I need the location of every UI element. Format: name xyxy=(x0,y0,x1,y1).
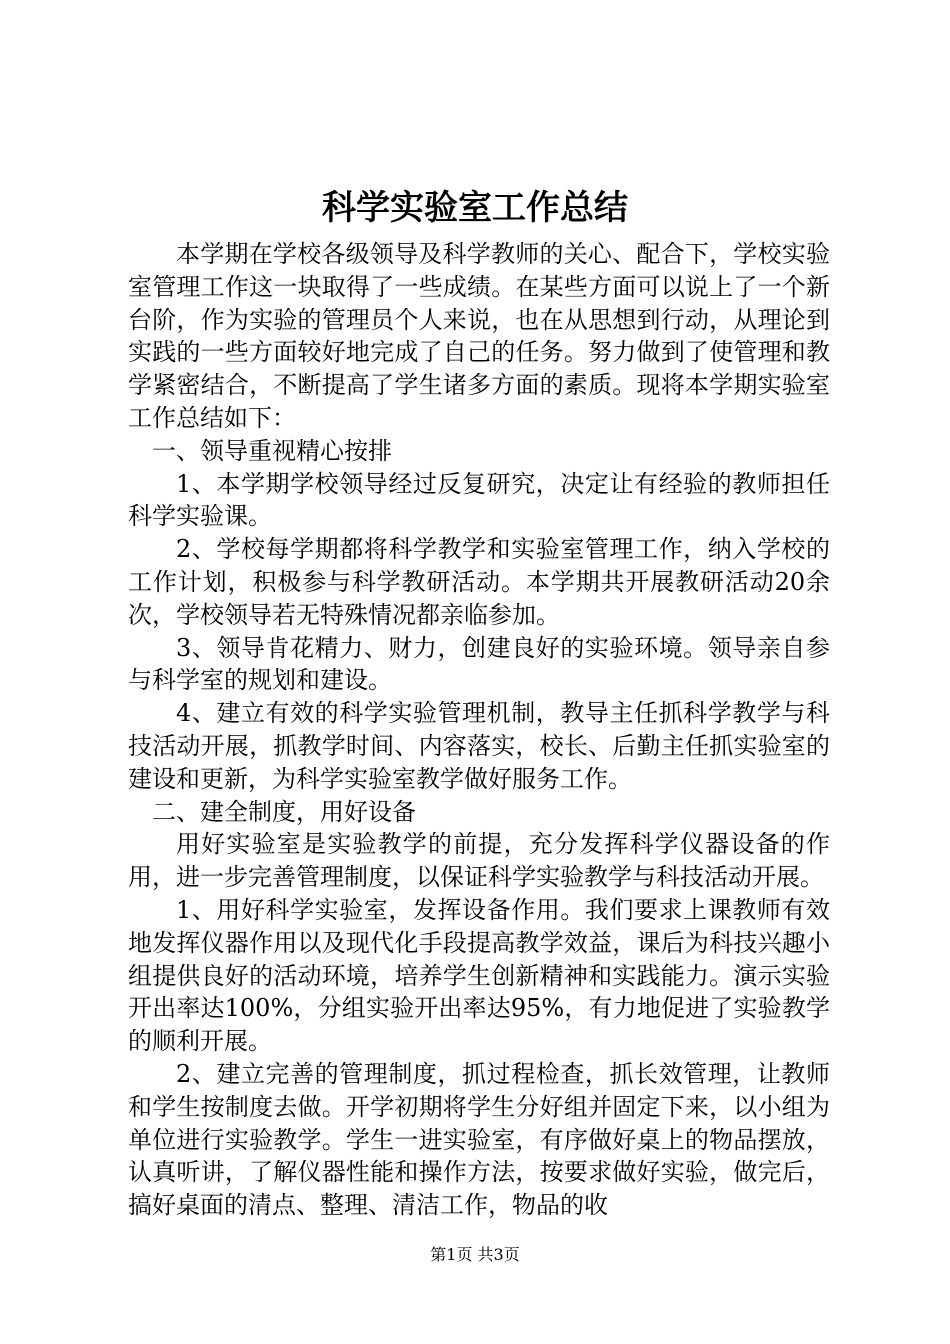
paragraph-2-intro: 用好实验室是实验教学的前提，充分发挥科学仪器设备的作用，进一步完善管理制度，以保证科学实验教学与科技活动开展。 xyxy=(128,830,830,892)
paragraph-intro: 本学期在学校各级领导及科学教师的关心、配合下，学校实验室管理工作这一块取得了一些成绩。在某些方面可以说上了一个新台阶，作为实验的管理员个人来说，也在从思想到行动，从理论到实践的一些方面较好地完成了自己的任务。努力做到了使管理和教学紧密结合，不断提高了学生诸多方面的素质。现将本学期实验室工作总结如下： xyxy=(128,240,830,432)
paragraph-1-1: 1、本学期学校领导经过反复研究，决定让有经验的教师担任科学实验课。 xyxy=(128,469,830,531)
document-body xyxy=(128,238,830,1222)
paragraph-2-1: 1、用好科学实验室，发挥设备作用。我们要求上课教师有效地发挥仪器作用以及现代化手段提高教学效益，课后为科技兴趣小组提供良好的活动环境，培养学生创新精神和实践能力。演示实验开出率达100%，分组实验开出率达95%，有力地促进了实验教学的顺利开展。 xyxy=(128,895,830,1056)
paragraph-1-3: 3、领导肯花精力、财力，创建良好的实验环境。领导亲自参与科学室的规划和建设。 xyxy=(128,633,830,695)
document-title: 科学实验室工作总结 xyxy=(322,188,628,228)
section-heading-2: 二、建全制度，用好设备 xyxy=(152,797,416,826)
paragraph-1-4: 4、建立有效的科学实验管理机制，教导主任抓科学教学与科技活动开展，抓教学时间、内容落实，校长、后勤主任抓实验室的建设和更新，为科学实验室教学做好服务工作。 xyxy=(128,699,830,793)
page-footer: 第1页 共3页 xyxy=(430,1245,520,1264)
paragraph-1-2: 2、学校每学期都将科学教学和实验室管理工作，纳入学校的工作计划，积极参与科学教研活动。本学期共开展教研活动20余次，学校领导若无特殊情况都亲临参加。 xyxy=(128,535,830,629)
paragraph-2-2: 2、建立完善的管理制度，抓过程检查，抓长效管理，让教师和学生按制度去做。开学初期将学生分好组并固定下来，以小组为单位进行实验教学。学生一进实验室，有序做好桌上的物品摆放，认真听讲，了解仪器性能和操作方法，按要求做好实验，做完后，搞好桌面的清点、整理、清洁工作，物品的收 xyxy=(128,1059,830,1220)
section-heading-1: 一、领导重视精心按排 xyxy=(152,436,392,465)
